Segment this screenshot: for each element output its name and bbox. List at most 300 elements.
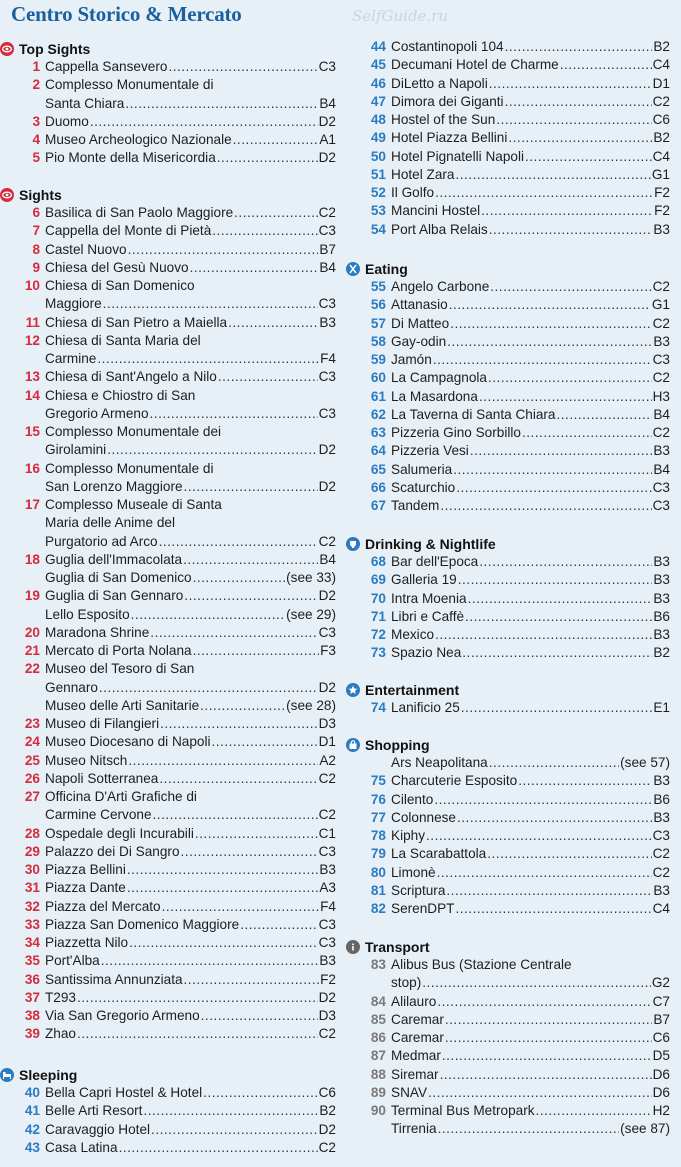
grid-reference: D2 — [318, 1121, 336, 1137]
entry-name: La Campagnola — [391, 370, 487, 386]
list-item — [346, 626, 670, 644]
grid-reference: (see 33) — [286, 570, 336, 585]
entry-number: 2 — [32, 77, 40, 93]
entry-number: 6 — [32, 205, 40, 220]
dot-leader — [201, 1007, 318, 1025]
entry-number: 69 — [370, 572, 386, 588]
grid-reference: B3 — [653, 221, 670, 237]
list-item — [0, 861, 336, 879]
dot-leader — [518, 772, 652, 790]
section-entertainment — [346, 681, 670, 717]
dot-leader — [437, 993, 651, 1011]
entry-name: Lello Esposito — [45, 606, 130, 622]
entry-number: 39 — [24, 1026, 40, 1042]
grid-reference: B3 — [653, 627, 670, 642]
list-item — [346, 1066, 670, 1084]
grid-reference: B3 — [653, 809, 670, 825]
entry-number: 49 — [370, 130, 386, 146]
grid-reference: C2 — [652, 425, 670, 440]
list-item — [346, 699, 670, 717]
entry-name: Scaturchio — [391, 479, 456, 495]
list-item — [346, 296, 670, 314]
entry-name: Guglia dell'Immacolata — [45, 551, 183, 567]
entry-name: Hostel of the Sun — [391, 112, 496, 127]
dot-leader — [200, 697, 285, 715]
entry-number: 59 — [370, 352, 386, 367]
cup-icon — [346, 537, 360, 551]
list-item — [0, 752, 336, 770]
entry-number: 62 — [370, 406, 386, 422]
section-heading-label: Shopping — [365, 737, 430, 753]
entry-name: San Lorenzo Maggiore — [45, 478, 183, 494]
grid-reference: D2 — [318, 989, 336, 1005]
entry-name: Intra Moenia — [391, 590, 467, 606]
dot-leader — [181, 843, 318, 861]
grid-reference: (see 57) — [620, 755, 670, 770]
entry-name: Scriptura — [391, 882, 446, 898]
entry-name: Napoli Sotterranea — [45, 770, 159, 786]
dot-leader — [128, 752, 318, 770]
section-heading — [0, 40, 336, 58]
entry-name: Officina D'Arti Grafiche di — [45, 789, 197, 804]
entry-number: 11 — [25, 314, 40, 330]
entry-number: 46 — [370, 75, 386, 91]
grid-reference: A2 — [319, 752, 336, 768]
grid-reference: B4 — [653, 406, 670, 422]
entry-name: Chiesa del Gesù Nuovo — [45, 259, 189, 275]
entry-number: 61 — [370, 388, 386, 404]
grid-reference: C3 — [652, 352, 670, 367]
grid-reference: D6 — [652, 1084, 670, 1100]
list-item — [346, 1047, 670, 1065]
grid-reference: C6 — [652, 112, 670, 127]
grid-reference: C3 — [318, 624, 336, 640]
list-item — [0, 368, 336, 386]
dot-leader — [557, 406, 653, 424]
grid-reference: B3 — [653, 443, 670, 459]
grid-reference: C2 — [652, 279, 670, 294]
entry-name: Museo Archeologico Nazionale — [45, 132, 232, 147]
list-item — [346, 442, 670, 460]
grid-reference: G1 — [651, 297, 670, 313]
dot-leader — [435, 626, 652, 644]
entry-name: Museo di Filangieri — [45, 716, 160, 731]
entry-name: Maggiore — [45, 296, 102, 312]
list-item — [346, 900, 670, 918]
list-item — [0, 733, 336, 751]
entry-number: 10 — [24, 278, 40, 293]
entry-number: 15 — [24, 424, 40, 439]
entry-name: Mexico — [391, 627, 435, 642]
dot-leader — [536, 1102, 652, 1120]
entry-name: Ospedale degli Incurabili — [45, 825, 194, 841]
entry-name: Mancini Hostel — [391, 203, 481, 219]
entry-number: 52 — [370, 185, 386, 200]
entry-name: Caremar — [391, 1011, 444, 1027]
dot-leader — [505, 38, 653, 56]
entry-name: Costantinopoli 104 — [391, 39, 504, 54]
entry-name: Piazza del Mercato — [45, 898, 161, 914]
list-item — [346, 333, 670, 351]
entry-number: 43 — [24, 1139, 40, 1155]
entry-name: Zhao — [45, 1026, 76, 1042]
entry-number: 53 — [370, 203, 386, 219]
dot-leader — [217, 149, 318, 167]
entry-name: Belle Arti Resort — [45, 1103, 143, 1119]
list-item — [346, 590, 670, 608]
list-item — [0, 259, 336, 277]
entry-number: 72 — [370, 627, 386, 642]
dot-leader — [449, 296, 651, 314]
list-item — [0, 569, 336, 587]
entry-name: Port'Alba — [45, 953, 100, 969]
section-heading-label: Transport — [365, 939, 430, 955]
list-item — [0, 715, 336, 733]
list-item — [346, 864, 670, 882]
list-item — [0, 1121, 336, 1139]
entry-number: 7 — [32, 223, 40, 239]
entry-name: Di Matteo — [391, 315, 450, 331]
entry-name: Cappella del Monte di Pietà — [45, 223, 212, 239]
entry-number: 82 — [370, 901, 386, 916]
grid-reference: C4 — [652, 901, 670, 916]
list-item — [346, 956, 670, 993]
dot-leader — [203, 1084, 317, 1102]
dot-leader — [129, 934, 318, 952]
grid-reference: C7 — [652, 993, 670, 1009]
entry-name: Castel Nuovo — [45, 241, 127, 257]
list-item — [346, 388, 670, 406]
list-item — [346, 129, 670, 147]
grid-reference: D5 — [652, 1048, 670, 1064]
dot-leader — [211, 733, 317, 751]
list-item — [346, 827, 670, 845]
dot-leader — [143, 1102, 318, 1120]
grid-reference: F2 — [654, 203, 670, 219]
list-item — [0, 113, 336, 131]
entry-name: Charcuterie Esposito — [391, 773, 518, 789]
dot-leader — [438, 1120, 620, 1138]
entry-name: Libri e Caffè — [391, 608, 465, 624]
grid-reference: B7 — [653, 1011, 670, 1027]
grid-reference: D2 — [318, 679, 336, 695]
dot-leader — [462, 644, 652, 662]
entry-name: Caremar — [391, 1030, 444, 1045]
entry-number: 13 — [24, 369, 40, 385]
entry-name: Chiesa di Santa Maria del — [45, 332, 201, 348]
entry-number: 71 — [370, 608, 386, 624]
grid-reference: C6 — [652, 1030, 670, 1045]
entry-number: 1 — [32, 59, 40, 74]
entry-name: Siremar — [391, 1066, 439, 1082]
entry-number: 19 — [24, 588, 40, 604]
list-item — [0, 606, 336, 624]
page-title: Centro Storico & Mercato — [11, 2, 242, 26]
dot-leader — [446, 882, 652, 900]
grid-reference: B2 — [653, 130, 670, 146]
dot-leader — [487, 845, 651, 863]
grid-reference: D2 — [318, 478, 336, 494]
entry-name: SNAV — [391, 1084, 428, 1100]
dot-leader — [128, 241, 319, 259]
dot-leader — [101, 952, 319, 970]
entry-number: 68 — [370, 554, 386, 569]
entry-name: Complesso Monumentale di — [45, 460, 214, 476]
entry-number: 38 — [24, 1008, 40, 1023]
entry-name: Carmine — [45, 351, 97, 366]
list-item — [346, 93, 670, 111]
grid-reference: G2 — [651, 975, 670, 991]
list-item — [0, 149, 336, 167]
grid-reference: C3 — [318, 223, 336, 239]
dot-leader — [447, 333, 652, 351]
list-item — [0, 460, 336, 497]
grid-reference: B4 — [319, 259, 336, 275]
list-item — [0, 277, 336, 314]
entry-name: Mercato di Porta Nolana — [45, 643, 192, 658]
dot-leader — [97, 350, 319, 368]
entry-name: Alibus Bus (Stazione Centrale — [391, 957, 572, 972]
entry-number: 65 — [370, 461, 386, 477]
dot-leader — [159, 770, 317, 788]
list-item — [346, 166, 670, 184]
entry-number: 76 — [370, 791, 386, 807]
list-item — [346, 424, 670, 442]
section-eating — [346, 260, 670, 515]
list-item — [346, 1011, 670, 1029]
dot-leader — [440, 1066, 652, 1084]
grid-reference: A1 — [319, 132, 336, 147]
grid-reference: C2 — [652, 864, 670, 880]
entry-name: Complesso Monumentale dei — [45, 424, 222, 439]
entry-name: Museo Nitsch — [45, 752, 128, 768]
entry-number: 63 — [370, 425, 386, 440]
entry-number: 89 — [370, 1084, 386, 1100]
grid-reference: (see 29) — [286, 606, 336, 622]
grid-reference: C3 — [318, 935, 336, 950]
entry-number: 24 — [24, 734, 40, 750]
entry-number: 5 — [32, 150, 40, 166]
entry-number: 57 — [370, 315, 386, 331]
dot-leader — [195, 825, 318, 843]
dot-leader — [233, 131, 319, 149]
entry-number: 14 — [24, 387, 40, 403]
grid-reference: C2 — [318, 770, 336, 786]
list-item — [346, 461, 670, 479]
star-icon — [346, 683, 360, 697]
dot-leader — [150, 624, 317, 642]
grid-reference: D3 — [318, 1008, 336, 1023]
dot-leader — [435, 184, 653, 202]
list-item — [346, 553, 670, 571]
dot-leader — [455, 900, 651, 918]
entry-number: 34 — [24, 935, 40, 950]
list-item — [0, 624, 336, 642]
bag-icon — [346, 738, 360, 752]
list-item — [346, 111, 670, 129]
dot-leader — [426, 827, 652, 845]
entry-number: 33 — [24, 916, 40, 932]
entry-number: 79 — [370, 846, 386, 862]
grid-reference: G1 — [651, 166, 670, 182]
entry-number: 26 — [24, 770, 40, 786]
entry-number: 18 — [24, 551, 40, 567]
dot-leader — [455, 166, 650, 184]
grid-reference: C3 — [318, 916, 336, 932]
entry-name: Guglia di San Domenico — [45, 570, 192, 585]
list-item — [0, 496, 336, 551]
entry-number: 9 — [32, 259, 40, 275]
dot-leader — [560, 56, 652, 74]
entry-number: 17 — [24, 497, 40, 512]
entry-name: Purgatorio ad Arco — [45, 533, 158, 549]
dot-leader — [465, 608, 652, 626]
section-heading — [0, 1066, 336, 1084]
entry-name: T293 — [45, 989, 76, 1005]
dot-leader — [422, 974, 651, 992]
entry-name: Tirrenia — [391, 1121, 437, 1137]
bed-icon — [0, 1068, 14, 1082]
list-item — [346, 351, 670, 369]
list-item — [346, 202, 670, 220]
dot-leader — [168, 58, 317, 76]
entry-number: 78 — [370, 828, 386, 843]
section-heading — [346, 736, 670, 754]
entry-number: 74 — [370, 700, 386, 715]
grid-reference: C3 — [652, 828, 670, 843]
entry-name: Santissima Annunziata — [45, 971, 183, 987]
entry-name: Il Golfo — [391, 185, 435, 200]
list-item — [346, 1102, 670, 1120]
list-item — [0, 423, 336, 460]
dot-leader — [468, 590, 653, 608]
entry-number: 81 — [370, 882, 386, 898]
dot-leader — [481, 202, 653, 220]
entry-number: 37 — [24, 989, 40, 1005]
grid-reference: F4 — [320, 898, 336, 914]
entry-name: Complesso Monumentale di — [45, 77, 214, 93]
grid-reference: B3 — [653, 554, 670, 569]
entry-name: Spazio Nea — [391, 645, 462, 661]
section-drinking-nightlife — [346, 535, 670, 663]
entry-number: 88 — [370, 1066, 386, 1082]
list-item — [0, 1025, 336, 1043]
list-item — [346, 315, 670, 333]
dot-leader — [440, 497, 651, 515]
entry-name: Pio Monte della Misericordia — [45, 150, 216, 166]
grid-reference: F3 — [320, 643, 336, 658]
grid-reference: C2 — [652, 93, 670, 109]
grid-reference: B3 — [319, 862, 336, 877]
dot-leader — [119, 1139, 318, 1157]
entry-name: Bella Capri Hostel & Hotel — [45, 1085, 203, 1100]
list-item — [0, 76, 336, 113]
grid-reference: B3 — [653, 572, 670, 588]
dot-leader — [489, 221, 653, 239]
section-heading — [0, 186, 336, 204]
grid-reference: (see 28) — [286, 697, 336, 713]
entry-name: Pizzeria Vesi — [391, 443, 469, 459]
section-heading — [346, 260, 670, 278]
list-item — [0, 551, 336, 569]
entry-number: 84 — [370, 993, 386, 1009]
dot-leader — [77, 989, 318, 1007]
entry-number: 41 — [24, 1103, 40, 1119]
entry-number: 32 — [24, 898, 40, 914]
eye-icon — [0, 42, 14, 56]
list-item — [0, 387, 336, 424]
section-heading-label: Eating — [365, 261, 408, 277]
entry-name: Terminal Bus Metropark — [391, 1103, 535, 1118]
list-item — [346, 497, 670, 515]
entry-number: 23 — [24, 716, 40, 731]
dot-leader — [456, 479, 651, 497]
entry-name: Piazza Dante — [45, 880, 126, 896]
entry-name: Gregorio Armeno — [45, 405, 149, 421]
dot-leader — [183, 551, 318, 569]
eye-icon — [0, 188, 14, 202]
entry-number: 30 — [24, 862, 40, 877]
entry-name: Colonnese — [391, 809, 456, 825]
entry-name: Decumani Hotel de Charme — [391, 57, 559, 73]
entry-name: Alilauro — [391, 993, 437, 1009]
entry-name: Bar dell'Epoca — [391, 554, 479, 569]
grid-reference: D1 — [318, 734, 336, 750]
dot-leader — [184, 587, 317, 605]
dot-leader — [184, 478, 318, 496]
entry-name: Maradona Shrine — [45, 624, 150, 640]
list-item — [346, 809, 670, 827]
entry-number: 16 — [24, 460, 40, 476]
list-item — [346, 75, 670, 93]
dot-leader — [151, 1121, 318, 1139]
dot-leader — [193, 569, 286, 587]
grid-reference: F2 — [320, 971, 336, 987]
section-heading-label: Drinking & Nightlife — [365, 536, 496, 552]
entry-number: 3 — [32, 113, 40, 129]
entry-number: 58 — [370, 333, 386, 349]
entry-name: Gay-odin — [391, 333, 447, 349]
entry-name: Via San Gregorio Armeno — [45, 1008, 200, 1023]
section-heading-label: Sleeping — [19, 1067, 78, 1083]
list-item — [0, 332, 336, 369]
entry-name: Carmine Cervone — [45, 807, 152, 823]
list-item — [346, 754, 670, 772]
list-item — [346, 479, 670, 497]
list-item — [0, 788, 336, 825]
entry-name: Complesso Museale di Santa — [45, 497, 222, 512]
grid-reference: C3 — [652, 479, 670, 495]
list-item — [346, 369, 670, 387]
entry-number: 75 — [370, 773, 386, 789]
dot-leader — [445, 1029, 652, 1047]
dot-leader — [184, 971, 320, 989]
entry-name: Casa Latina — [45, 1139, 118, 1155]
entry-name: Chiesa di Sant'Angelo a Nilo — [45, 369, 217, 385]
section-heading-label: Sights — [19, 187, 62, 203]
entry-name: Galleria 19 — [391, 572, 457, 588]
entry-name: Basilica di San Paolo Maggiore — [45, 205, 234, 220]
dot-leader — [90, 113, 318, 131]
dot-leader — [428, 1084, 652, 1102]
entry-name: Chiesa di San Domenico — [45, 278, 195, 293]
grid-reference: C2 — [318, 533, 336, 549]
dot-leader — [433, 351, 652, 369]
entry-number: 80 — [370, 864, 386, 880]
entry-name: Santa Chiara — [45, 95, 125, 111]
grid-reference: B2 — [653, 39, 670, 54]
list-item — [0, 1007, 336, 1025]
